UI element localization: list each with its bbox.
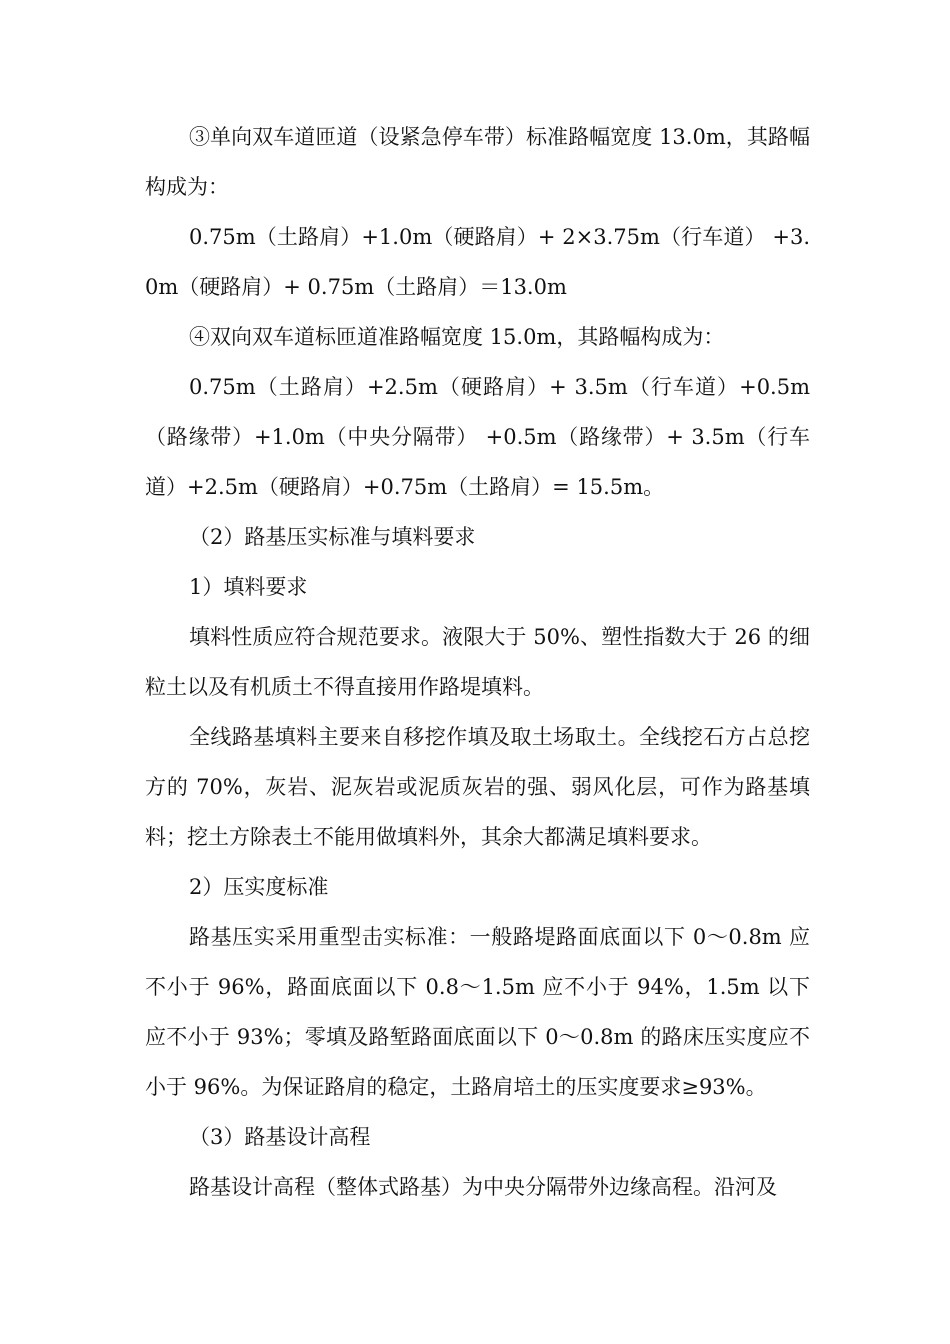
subsection-heading-fill: 1）填料要求 xyxy=(189,575,308,599)
paragraph-ramp-two-formula: 0.75m（土路肩）+2.5m（硬路肩）+ 3.5m（行车道）+0.5m（路缘带）+1.0m（中央分隔带） +0.5m（路缘带）+ 3.5m（行车道）+2.5m（硬路肩）+0.75m（土路肩）= 15.5m。 xyxy=(145,375,810,499)
paragraph-compaction-standard: 路基压实采用重型击实标准：一般路堤路面底面以下 0～0.8m 应不小于 96%，路面底面以下 0.8～1.5m 应不小于 94%，1.5m 以下应不小于 93%；零填及路堑路面底面以下 0～0.8m 的路床压实度应不小于 96%。为保证路肩的稳定，土路肩培土的压实度要求≥93%。 xyxy=(145,925,810,1099)
subsection-heading-compaction-standard: 2）压实度标准 xyxy=(189,875,329,899)
document-page xyxy=(145,112,810,1212)
paragraph-fill-properties: 填料性质应符合规范要求。液限大于 50%、塑性指数大于 26 的细粒土以及有机质土不得直接用作路堤填料。 xyxy=(145,625,810,699)
section-heading-elevation: （3）路基设计高程 xyxy=(189,1125,371,1149)
paragraph-ramp-two-direction: ④双向双车道标匝道准路幅宽度 15.0m，其路幅构成为： xyxy=(189,325,725,349)
section-heading-compaction: （2）路基压实标准与填料要求 xyxy=(189,525,476,549)
paragraph-fill-source: 全线路基填料主要来自移挖作填及取土场取土。全线挖石方占总挖方的 70%，灰岩、泥灰岩或泥质灰岩的强、弱风化层，可作为路基填料；挖土方除表土不能用做填料外，其余大都满足填料要求。 xyxy=(145,725,810,849)
paragraph-elevation: 路基设计高程（整体式路基）为中央分隔带外边缘高程。沿河及 xyxy=(189,1175,777,1199)
paragraph-ramp-single-formula: 0.75m（土路肩）+1.0m（硬路肩）+ 2×3.75m（行车道） +3.0m（硬路肩）+ 0.75m（土路肩）＝13.0m xyxy=(145,225,810,299)
paragraph-ramp-single-direction: ③单向双车道匝道（设紧急停车带）标准路幅宽度 13.0m，其路幅构成为： xyxy=(145,125,810,199)
